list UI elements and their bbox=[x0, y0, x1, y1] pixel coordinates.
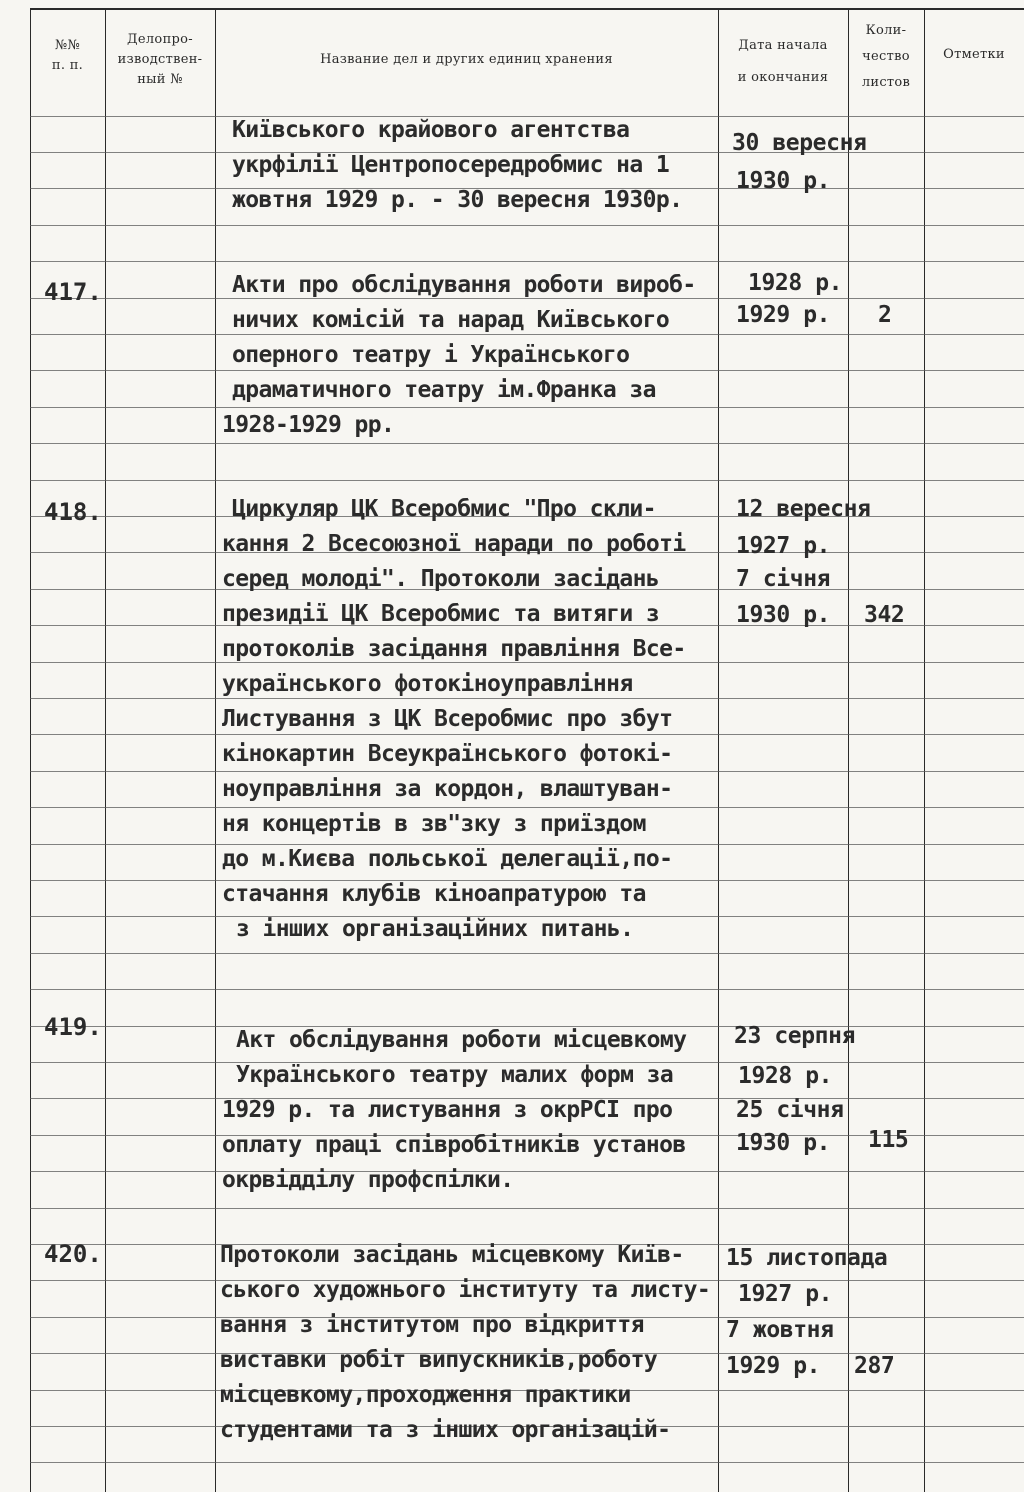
entry-418-date-start-day: 12 вересня bbox=[736, 496, 871, 522]
ruled-line bbox=[30, 261, 1024, 262]
header-col-dates: Дата начала и окончания bbox=[737, 38, 829, 85]
entry-420-date-start-year: 1927 р. bbox=[738, 1281, 833, 1307]
entry-419-date-end-year: 1930 р. bbox=[736, 1130, 831, 1156]
entry-419-number: 419. bbox=[44, 1013, 102, 1041]
ruled-line bbox=[30, 443, 1024, 444]
entry-417-title: Акти про обслідування роботи вироб- ничих комісій та нарад Київського оперного театру і Українського драматичного театру ім.Франка за 1928-1929 рр. bbox=[222, 272, 696, 438]
column-border-2 bbox=[215, 8, 216, 1492]
entry-420-sheets: 287 bbox=[854, 1353, 895, 1379]
entry-417-date-end: 1929 р. bbox=[736, 302, 831, 328]
entry-420-date-end-year: 1929 р. bbox=[726, 1353, 821, 1379]
entry-continuation-title: Київського крайового агентства укрфілії Центропосередробмис на 1 жовтня 1929 р. - 30 вересня 1930р. bbox=[232, 117, 683, 213]
entry-418-title: Циркуляр ЦК Всеробмис "Про скли- кання 2 Всесоюзної наради по роботі серед молоді". Протоколи засідань президії ЦК Всеробмис та витяги з протоколів засідання правління Все- українського фотокіноуправління Листування з ЦК Всеробмис про збут кінокартин Всеукраїнського фотокі- ноуправління за кордон, влаштуван- ня концертів в зв"зку з приїздом до м.Києва польської делегації,по- стачання клубів кіноапратурою та з інших організаційних питань. bbox=[222, 496, 686, 942]
entry-419-date-start-year: 1928 р. bbox=[738, 1063, 833, 1089]
header-col-sheets: Коли- чество листов bbox=[861, 23, 911, 90]
header-col-number: №№ п. п. bbox=[51, 38, 84, 73]
ruled-line bbox=[30, 989, 1024, 990]
entry-420-date-start-day: 15 листопада bbox=[726, 1245, 888, 1271]
ruled-line bbox=[30, 1462, 1024, 1463]
entry-419-date-end-day: 25 січня bbox=[736, 1097, 844, 1123]
entry-418-date-end-year: 1930 р. bbox=[736, 602, 831, 628]
ruled-line bbox=[30, 480, 1024, 481]
entry-418-date-end-day: 7 січня bbox=[736, 566, 831, 592]
entry-continuation-date-start: 30 вересня bbox=[732, 130, 867, 156]
column-border-3 bbox=[718, 8, 719, 1492]
entry-417-sheets: 2 bbox=[878, 302, 892, 328]
entry-419-title: Акт обслідування роботи місцевкому Українського театру малих форм за 1929 р. та листування з окрРСІ про оплату праці співробітників установ окрвідділу профспілки. bbox=[222, 1027, 687, 1193]
entry-418-sheets: 342 bbox=[864, 602, 905, 628]
header-col-title: Название дел и других единиц хранения bbox=[320, 52, 613, 67]
header-col-notes: Отметки bbox=[943, 47, 1005, 62]
entry-418-date-start-year: 1927 р. bbox=[736, 533, 831, 559]
ruled-line bbox=[30, 225, 1024, 226]
ruled-line bbox=[30, 1208, 1024, 1209]
entry-419-sheets: 115 bbox=[868, 1127, 909, 1153]
entry-420-number: 420. bbox=[44, 1240, 102, 1268]
column-border-left bbox=[30, 8, 31, 1492]
entry-417-date-start: 1928 р. bbox=[748, 270, 843, 296]
entry-continuation-date-end: 1930 р. bbox=[736, 168, 831, 194]
entry-419-date-start-day: 23 серпня bbox=[734, 1023, 856, 1049]
entry-418-number: 418. bbox=[44, 498, 102, 526]
column-border-5 bbox=[924, 8, 925, 1492]
column-border-1 bbox=[105, 8, 106, 1492]
table-top-border bbox=[30, 8, 1024, 10]
entry-417-number: 417. bbox=[44, 278, 102, 306]
header-col-office-number: Делопро- изводствен- ный № bbox=[117, 32, 203, 87]
entry-420-title: Протоколи засідань місцевкому Київ- ського художнього інституту та листу- вання з інститутом про відкриття виставки робіт випускників,роботу місцевкому,проходження практики студентами та з інших організацій- bbox=[220, 1242, 711, 1443]
ruled-line bbox=[30, 953, 1024, 954]
entry-420-date-end-day: 7 жовтня bbox=[726, 1317, 834, 1343]
